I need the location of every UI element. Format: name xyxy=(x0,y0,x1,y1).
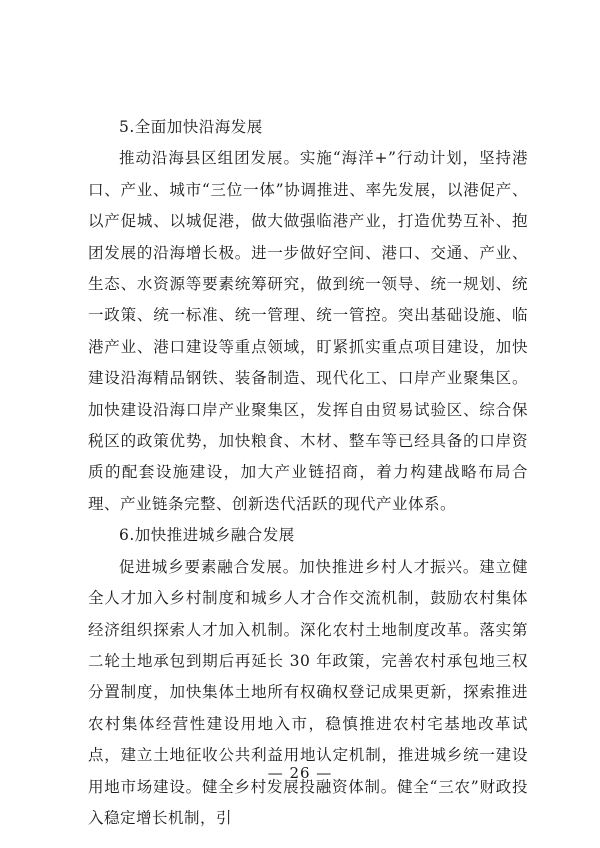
page-number: — 26 — xyxy=(267,764,333,782)
section-paragraph-coastal-development: 推动沿海县区组团发展。实施“海洋+”行动计划，坚持港口、产业、城市“三位一体”协调推进、率先发展，以港促产、以产促城、以城促港，做大做强临港产业，打造优势互补、抱团发展的沿海增长极。进一步做好空间、港口、交通、产业、生态、水资源等要素统筹研究，做到统一领导、统一规划、统一政策、统一标准、统一管理、统一管控。突出基础设施、临港产业、港口建设等重点领域，盯紧抓实重点项目建设，加快建设沿海精品钢铁、装备制造、现代化工、口岸产业聚集区。加快建设沿海口岸产业聚集区，发挥自由贸易试验区、综合保税区的政策优势，加快粮食、木材、整车等已经具备的口岸资质的配套设施建设，加大产业链招商，着力构建战略布局合理、产业链条完整、创新迭代活跃的现代产业体系。 xyxy=(88,149,528,513)
page-content xyxy=(88,112,528,834)
section-heading-urban-rural-integration: 6.加快推进城乡融合发展 xyxy=(119,526,295,545)
section-heading-coastal-development: 5.全面加快沿海发展 xyxy=(119,118,263,136)
section-paragraph-urban-rural-integration: 促进城乡要素融合发展。加快推进乡村人才振兴。建立健全人才加入乡村制度和城乡人才合作交流机制，鼓励农村集体经济组织探索人才加入机制。深化农村土地制度改革。落实第二轮土地承包到期后再延长 30 年政策，完善农村承包地三权分置制度，加快集体土地所有权确权登记成果更新，探索推进农村集体经营性建设用地入市，稳慎推进农村宅基地改革试点，建立土地征收公共利益用地认定机制，推进城乡统一建设用地市场建设。健全乡村发展投融资体制。健全“三农”财政投入稳定增长机制，引 xyxy=(88,557,528,827)
